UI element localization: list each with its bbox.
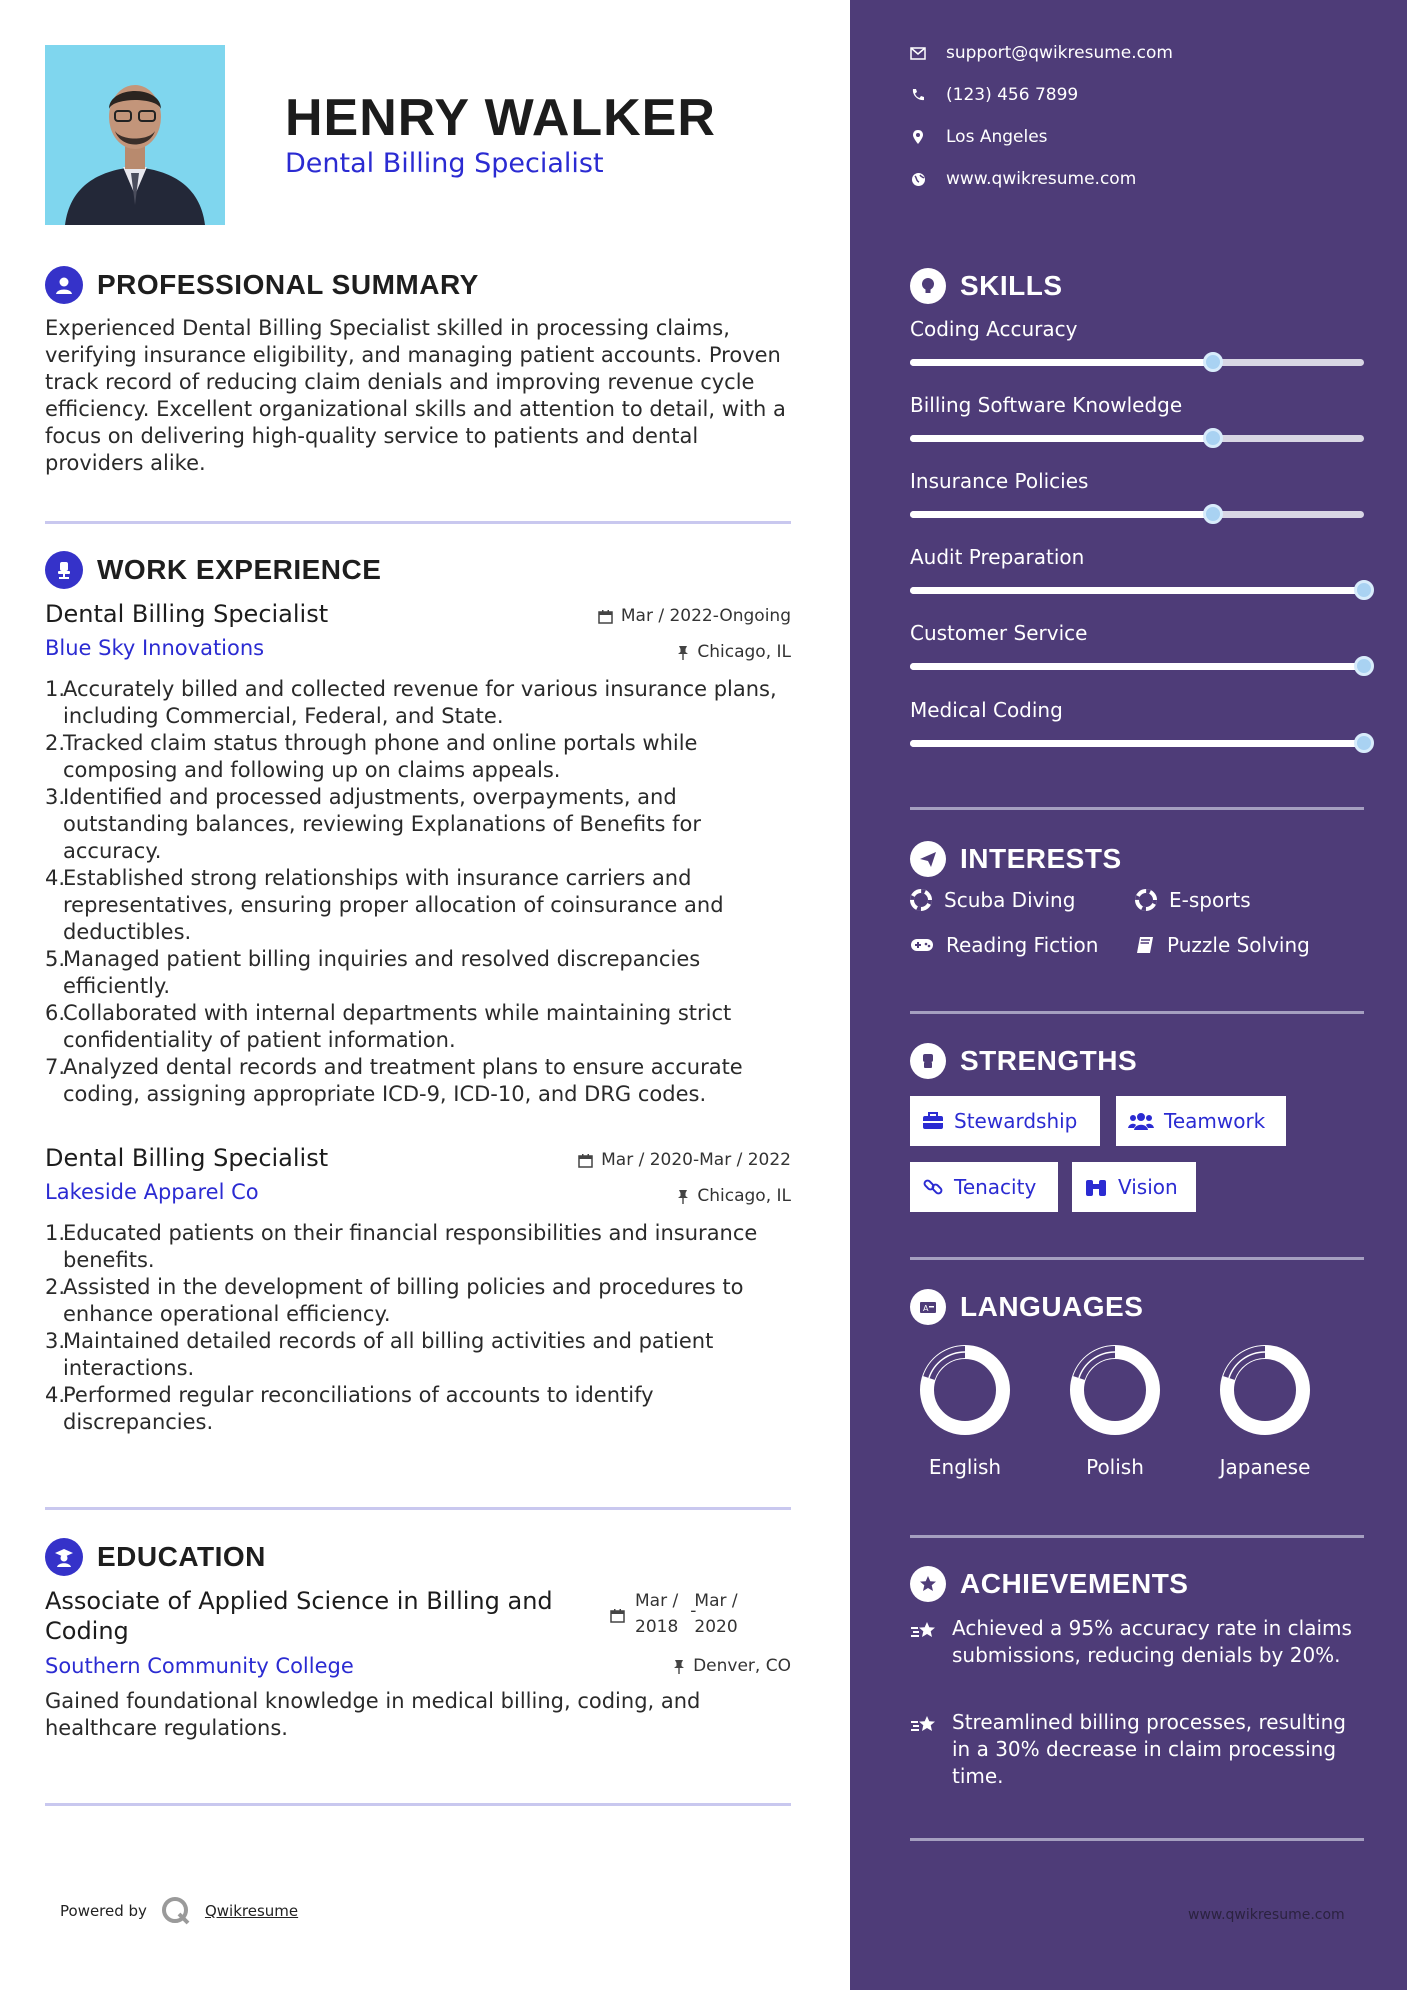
skill-item (910, 317, 1364, 366)
qwikresume-link[interactable]: Qwikresume (204, 1902, 299, 1920)
job-location-text: Chicago, IL (697, 1186, 791, 1206)
language-label: English (928, 1455, 1002, 1479)
fist-icon (910, 1043, 946, 1079)
pin-icon (677, 1189, 689, 1204)
list-item: Collaborated with internal departments while maintaining strict confidentiality of patient information. (63, 1001, 732, 1052)
divider (910, 1535, 1364, 1538)
job-date (598, 606, 791, 626)
skill-bar (910, 587, 1364, 594)
skill-label: Audit Preparation (910, 545, 1085, 569)
briefcase-icon (922, 1112, 944, 1130)
language-label: Japanese (1219, 1455, 1311, 1479)
job-company: Blue Sky Innovations (45, 636, 265, 660)
interest-label: Reading Fiction (946, 933, 1099, 957)
date-separator: - (690, 1601, 697, 1621)
skill-bar-knob (1203, 504, 1223, 524)
education-location-text: Denver, CO (693, 1656, 791, 1676)
strength-label: Tenacity (954, 1175, 1037, 1199)
users-icon (1128, 1111, 1154, 1131)
achievement-text: Streamlined billing processes, resulting in a 30% decrease in claim processing time. (952, 1710, 1346, 1788)
user-icon (45, 266, 83, 304)
skill-label: Customer Service (910, 621, 1088, 645)
job-date-text: Mar / 2020-Mar / 2022 (601, 1150, 791, 1170)
shooting-star-icon (910, 1713, 938, 1737)
interest-label: E-sports (1169, 888, 1251, 912)
language-ring (1218, 1343, 1312, 1437)
job-title: Dental Billing Specialist (45, 600, 329, 628)
achievement-item (910, 1709, 1364, 1790)
languages-heading (910, 1289, 1143, 1325)
job-location (677, 642, 791, 662)
work-heading (45, 551, 381, 589)
education-heading (45, 1538, 266, 1576)
skill-bar (910, 435, 1364, 442)
job-title: Dental Billing Specialist (45, 1144, 329, 1172)
candidate-title: Dental Billing Specialist (285, 148, 604, 179)
list-item: Maintained detailed records of all billing activities and patient interactions. (63, 1329, 714, 1380)
achievements-heading (910, 1566, 1188, 1602)
skill-bar-fill (910, 663, 1364, 670)
divider (45, 1507, 791, 1510)
language-item (1210, 1343, 1320, 1479)
strength-label: Vision (1118, 1175, 1178, 1199)
powered-by-text: Powered by (60, 1902, 147, 1920)
strength-chip (910, 1162, 1058, 1212)
list-item: Established strong relationships with insurance carriers and representatives, ensuring proper allocation of coinsurance and deductibles. (63, 866, 724, 944)
interest-item (910, 888, 1075, 912)
skill-bar-knob (1203, 428, 1223, 448)
language-label: Polish (1086, 1455, 1144, 1479)
contact-email (910, 43, 1173, 63)
skill-bar-fill (910, 359, 1213, 366)
binoculars-icon (1084, 1177, 1108, 1197)
email-text[interactable]: support@qwikresume.com (946, 43, 1173, 63)
degree-title: Associate of Applied Science in Billing and Coding (45, 1587, 553, 1645)
summary-heading-text: PROFESSIONAL SUMMARY (97, 269, 479, 300)
pin-icon (673, 1659, 685, 1674)
skill-bar-fill (910, 511, 1213, 518)
phone-text: (123) 456 7899 (946, 85, 1079, 105)
skill-label: Billing Software Knowledge (910, 393, 1183, 417)
job-company: Lakeside Apparel Co (45, 1180, 259, 1204)
strength-label: Teamwork (1164, 1109, 1266, 1133)
gamepad-icon (910, 937, 934, 953)
list-item: Managed patient billing inquiries and resolved discrepancies efficiently. (63, 947, 701, 998)
skill-item (910, 621, 1364, 670)
sidebar (850, 0, 1407, 1990)
life-ring-icon (910, 889, 932, 911)
start-date: Mar / 2018 (635, 1591, 679, 1637)
list-item: Educated patients on their financial responsibilities and insurance benefits. (63, 1221, 758, 1272)
skill-label: Medical Coding (910, 698, 1063, 722)
job-duties (45, 1220, 791, 1436)
education-heading-text: EDUCATION (97, 1541, 266, 1572)
skill-bar-fill (910, 435, 1213, 442)
contact-location (910, 127, 1048, 147)
language-item (1060, 1343, 1170, 1479)
list-item: Tracked claim status through phone and online portals while composing and following up on claims appeals. (63, 731, 698, 782)
job-date (578, 1150, 791, 1170)
svg-text:A: A (923, 1304, 929, 1313)
envelope-icon (910, 45, 926, 61)
office-chair-icon (45, 551, 83, 589)
summary-text: Experienced Dental Billing Specialist skilled in processing claims, verifying insurance eligibility, and managing patient accounts. Proven track record of reducing claim denials and improving revenue cycle efficiency. Excellent organizational skills and attention to detail, with a focus on delivering high-quality service to patients and dental providers alike. (45, 316, 786, 475)
interests-heading-text: INTERESTS (960, 843, 1122, 874)
skill-bar-knob (1354, 733, 1374, 753)
book-icon (1135, 935, 1155, 955)
skill-label: Insurance Policies (910, 469, 1089, 493)
divider (45, 1803, 791, 1806)
lightbulb-icon (910, 268, 946, 304)
languages-heading-text: LANGUAGES (960, 1291, 1144, 1322)
job-entry (45, 600, 791, 1108)
interest-item (1135, 888, 1251, 912)
skill-item (910, 393, 1364, 442)
skills-heading-text: SKILLS (960, 270, 1063, 301)
achievements-heading-text: ACHIEVEMENTS (960, 1568, 1189, 1599)
candidate-name: HENRY WALKER (285, 89, 716, 147)
job-date-text: Mar / 2022-Ongoing (620, 606, 791, 626)
end-date: Mar / 2020 (694, 1591, 738, 1637)
achievement-text: Achieved a 95% accuracy rate in claims submissions, reducing denials by 20%. (952, 1616, 1352, 1667)
graduate-icon (45, 1538, 83, 1576)
interest-item (1135, 933, 1310, 957)
strength-label: Stewardship (954, 1109, 1078, 1133)
location-pin-icon (910, 129, 926, 145)
shooting-star-icon (910, 1619, 938, 1643)
skills-heading (910, 268, 1063, 304)
calendar-icon (610, 1608, 625, 1623)
profile-photo (45, 45, 225, 225)
skill-label: Coding Accuracy (910, 317, 1078, 341)
divider (910, 807, 1364, 810)
strengths-heading (910, 1043, 1137, 1079)
summary-heading (45, 266, 479, 304)
calendar-icon (578, 1153, 593, 1168)
location-text: Los Angeles (946, 127, 1048, 147)
education-entry (45, 1586, 791, 1742)
website-text[interactable]: www.qwikresume.com (946, 169, 1137, 189)
education-location (673, 1656, 791, 1676)
skill-bar-fill (910, 740, 1364, 747)
list-item: Analyzed dental records and treatment plans to ensure accurate coding, assigning appropriate ICD-9, ICD-10, and DRG codes. (63, 1055, 743, 1106)
link-icon (922, 1176, 944, 1198)
list-item: Identified and processed adjustments, overpayments, and outstanding balances, reviewing Explanations of Benefits for accuracy. (63, 785, 701, 863)
divider (45, 521, 791, 524)
pin-icon (677, 645, 689, 660)
interest-label: Puzzle Solving (1167, 933, 1310, 957)
phone-icon (910, 87, 926, 103)
skill-bar (910, 740, 1364, 747)
contact-website (910, 169, 1136, 189)
interest-label: Scuba Diving (944, 888, 1076, 912)
skill-bar (910, 511, 1364, 518)
star-badge-icon (910, 1566, 946, 1602)
school-name: Southern Community College (45, 1654, 354, 1678)
skill-bar (910, 663, 1364, 670)
strength-chip (1116, 1096, 1286, 1146)
language-ring (918, 1343, 1012, 1437)
skill-bar-fill (910, 587, 1364, 594)
education-dates (610, 1588, 738, 1640)
divider (910, 1011, 1364, 1014)
paper-plane-icon (910, 841, 946, 877)
life-ring-icon (1135, 889, 1157, 911)
contact-phone (910, 85, 1078, 105)
skill-bar (910, 359, 1364, 366)
globe-icon (910, 171, 926, 187)
skill-item (910, 469, 1364, 518)
interests-heading (910, 841, 1122, 877)
interest-item (910, 933, 1098, 957)
strengths-heading-text: STRENGTHS (960, 1045, 1138, 1076)
translate-icon (910, 1289, 946, 1325)
education-description: Gained foundational knowledge in medical billing, coding, and healthcare regulations. (45, 1689, 701, 1740)
work-heading-text: WORK EXPERIENCE (97, 554, 382, 585)
skill-bar-knob (1354, 656, 1374, 676)
skill-bar-knob (1203, 352, 1223, 372)
strength-chip (910, 1096, 1100, 1146)
divider (910, 1838, 1364, 1841)
qwikresume-logo-icon (161, 1896, 191, 1926)
achievement-item (910, 1615, 1364, 1669)
divider (910, 1257, 1364, 1260)
footer-site[interactable]: www.qwikresume.com (1188, 1907, 1345, 1923)
skill-item (910, 545, 1364, 594)
job-location-text: Chicago, IL (697, 642, 791, 662)
footer-powered (60, 1896, 298, 1926)
list-item: Assisted in the development of billing policies and procedures to enhance operational efficiency. (63, 1275, 744, 1326)
job-location (677, 1186, 791, 1206)
calendar-icon (598, 609, 613, 624)
job-entry (45, 1144, 791, 1436)
language-ring (1068, 1343, 1162, 1437)
language-item (910, 1343, 1020, 1479)
skill-item (910, 698, 1364, 747)
strength-chip (1072, 1162, 1196, 1212)
list-item: Accurately billed and collected revenue for various insurance plans, including Commercial, Federal, and State. (63, 677, 777, 728)
job-duties (45, 676, 791, 1108)
skill-bar-knob (1354, 580, 1374, 600)
list-item: Performed regular reconciliations of accounts to identify discrepancies. (63, 1383, 654, 1434)
